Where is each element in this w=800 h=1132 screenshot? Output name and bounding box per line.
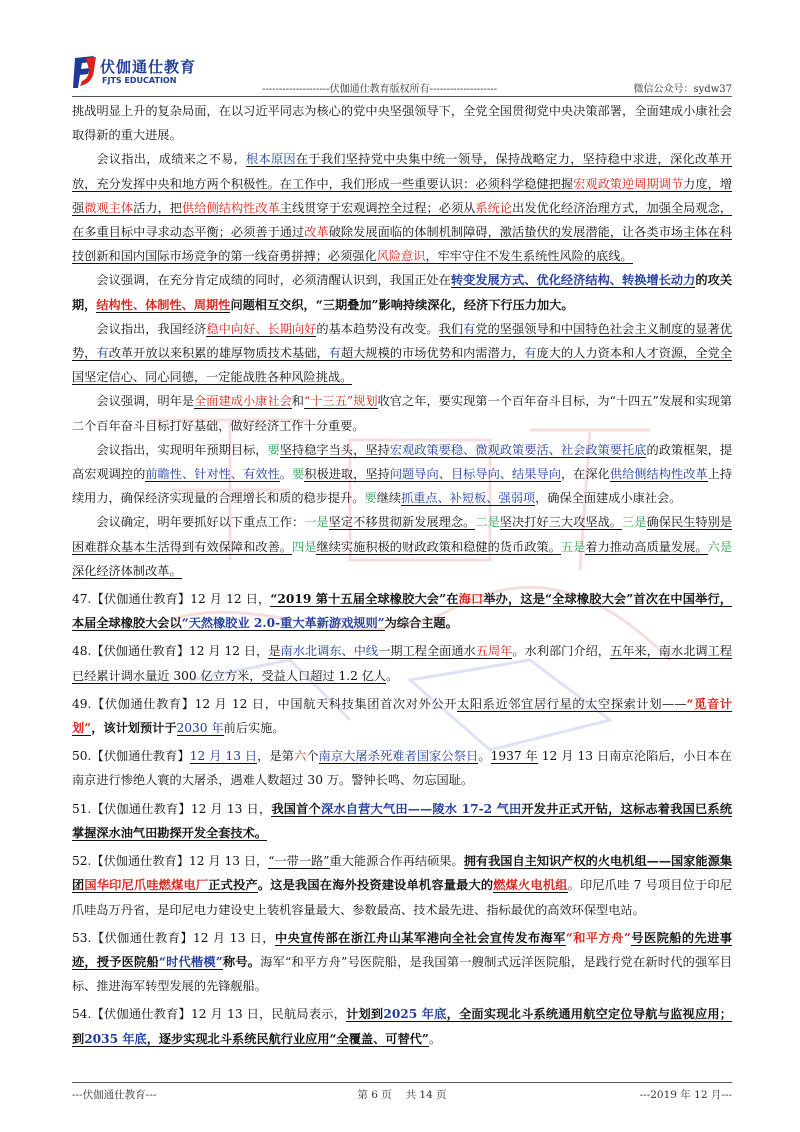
text-span: 会议确定，明年要抓好以下重点工作：	[96, 515, 305, 530]
text-span: 。	[386, 668, 399, 683]
highlight-red: 国华印尼爪哇燃煤电厂	[84, 878, 209, 893]
text-span: 出发优化经济治理方式，加强全局观念，在多重目标中寻求动态平衡；必须善于通过	[72, 200, 733, 240]
news-item-52	[72, 849, 732, 922]
text-span: 一期工程全面通水	[378, 644, 476, 659]
header-divider	[72, 96, 732, 97]
text-span: 拥有我国自主知识产权的火电机组——国家能源集团	[72, 854, 733, 893]
news-item-54	[72, 1002, 732, 1050]
highlight-red: 系统论	[475, 200, 513, 215]
text-span: 太阳系近邻宜居行星的太空探索计划——	[457, 696, 687, 711]
text-span: 和	[291, 394, 305, 409]
text-span: 会议指出，实现明年预期目标，	[96, 442, 268, 457]
news-item-51	[72, 797, 732, 845]
text-span: ，是第	[257, 749, 295, 764]
footer-date: ---2019 年 12 月---	[639, 1089, 732, 1101]
item-lead: 47.【伏伽通仕教育】12 月 12 日，	[72, 592, 271, 607]
text-span: 正式投产	[208, 878, 258, 893]
text-span: 我国首个	[271, 801, 321, 816]
highlight-green: 六是	[707, 539, 733, 554]
highlight-blue: 有	[524, 346, 537, 361]
highlight-red: 六	[294, 749, 307, 764]
highlight-blue: 南京大屠杀死难者国家公祭日	[318, 749, 479, 764]
text-span: 重大能源合作再结硕果。	[329, 854, 464, 869]
text-span: 是	[268, 644, 281, 659]
item-lead: 54.【伏伽通仕教育】12 月 13 日，民航局表示，	[72, 1007, 347, 1022]
text-span: ，确保全面建成小康社会。	[535, 491, 682, 506]
highlight-red: “十三五”规划	[304, 394, 378, 409]
text-span: 个	[306, 749, 319, 764]
text-span: 会议指出，成绩来之不易，	[96, 152, 247, 167]
text-span: 庞大的人力资本和人才资源，全党全国坚定信心、同心同德，一定能战胜各种风险挑战。	[72, 346, 733, 385]
highlight-blue: 深水自营大气田——陵水 17-2 气田	[320, 801, 522, 816]
highlight-blue: “时代楷模”	[158, 954, 223, 969]
highlight-blue: 有	[96, 346, 109, 361]
highlight-blue: 根本原因	[246, 152, 296, 167]
text-span: 继续实施积极的财政政策和稳健的货币政策。	[316, 539, 561, 554]
text-span: 12 月 13 日南京沦陷后，小日本在南京进行惨绝人寰的大屠杀，遇难人数超过 30 万。警钟长鸣、勿忘国耻。	[72, 749, 732, 788]
text-span: 坚持稳字当头，坚持	[279, 442, 390, 457]
text-span: 在于我们坚持党中央集中统一领导，保持战略定力，坚持稳中求进，深化改革开放，充分发挥中央和地方两个积极性。在工作中，我们形成一些重要认识：必须科学稳健把握	[72, 152, 733, 191]
highlight-red: 五周年	[475, 644, 513, 659]
highlight-green: 五是	[560, 539, 586, 554]
fjts-logo-icon	[72, 54, 98, 90]
highlight-green: 要	[292, 467, 305, 482]
text-span: 党的坚强领导和中国特色社会主义制度的显著优势，	[72, 321, 733, 361]
text-span: ，逐步实现北斗系统民航行业应用“全覆盖、可替代”	[146, 1031, 429, 1046]
text-span: 力度，增强	[72, 176, 733, 215]
highlight-red: 全面建成小康社会	[194, 394, 292, 409]
highlight-blue: 南水北调东、中线	[280, 644, 379, 659]
document-body	[72, 99, 732, 1051]
text-span: 超大规模的市场优势和内需潜力，	[340, 346, 525, 361]
text-span: 。	[279, 467, 293, 482]
text-span: 着力推动高质量发展。	[585, 539, 708, 554]
paragraph-meeting-2	[72, 268, 732, 316]
text-span: 。水利部门介绍，	[512, 644, 610, 659]
text-span: ，全面实现北斗系统通用航空定位导航与监视应用；到	[72, 1007, 732, 1046]
text-span: 确保民生特别是困难群众基本生活得到有效保障和改善。	[72, 515, 733, 554]
news-item-49	[72, 692, 732, 740]
text-span: 号医院船的先进事迹，授予医院船	[72, 930, 733, 969]
text-span: 。这是我国在海外投资建设单机容量最大的	[257, 878, 494, 893]
text-span: 称号。	[222, 954, 261, 969]
highlight-red: 改革	[304, 225, 329, 240]
highlight-green: 一是	[304, 515, 329, 530]
page-number: 第 6 页 共 14 页	[357, 1089, 447, 1101]
text-span: 破除发展面临的体制机制障碍，激活蛰伏的发展潜能，让各类市场主体在科技创新和国内国际市场竞争的第一线奋勇拼搏；必须强化	[72, 225, 733, 264]
highlight-red: 供给侧结构性改革	[182, 200, 280, 215]
text-span: 举办，这是“全球橡胶大会”首次在中国举行，本届全球橡胶大会以	[72, 592, 732, 631]
text-span: 积极进取，坚持	[304, 467, 390, 482]
company-logo	[72, 54, 202, 94]
text-span: “一带一路”	[268, 854, 330, 869]
text-span: 前后实施。	[223, 721, 285, 736]
item-lead: 50.【伏伽通仕教育】	[72, 749, 190, 764]
footer-brand: ---伏伽通仕教育---	[72, 1089, 157, 1101]
wechat-account: 微信公众号：sydw37	[633, 84, 732, 95]
paragraph-text: 挑战明显上升的复杂局面，在以习近平同志为核心的党中央坚强领导下，全党全国贯彻党中央决策部署，全面建成小康社会取得新的重大进展。	[72, 104, 732, 143]
text-span: “2019 第十五届全球橡胶大会”在	[270, 592, 459, 607]
text-span: 中央宣传部在浙江舟山某军港向全社会宣传发布海军	[274, 930, 566, 945]
highlight-blue: 问题导向、目标导向、结果导向	[389, 467, 561, 482]
logo-english-text: FJTS EDUCATION	[102, 76, 177, 85]
text-span: 海军“和平方舟”号医院船，是我国第一艘制式远洋医院船，是践行党在新时代的强军目标、推进海军转型发展的先锋舰船。	[72, 954, 733, 994]
text-span: 。印尼爪哇 7 号项目位于印尼爪哇岛万丹省，是印尼电力建设史上装机容量最大、参数最高、技术最先进、指标最优的高效环保型电站。	[72, 878, 733, 917]
highlight-red: “觅音计划”	[72, 696, 732, 736]
text-span: ，在深化	[560, 467, 610, 482]
highlight-blue: 供给侧结构性改革	[609, 467, 708, 482]
paragraph-meeting-6	[72, 510, 732, 583]
paragraph-intro	[72, 99, 732, 147]
text-span: 的攻关期，	[72, 273, 733, 312]
paragraph-meeting-4	[72, 389, 732, 437]
text-span: 计划到	[346, 1007, 384, 1022]
highlight-blue: 2025 年底	[383, 1007, 447, 1022]
highlight-red: 宏观政策逆周期调节	[573, 176, 684, 191]
text-span: 会议强调，在充分肯定成绩的同时，必须清醒认识到，我国正处在	[96, 273, 451, 288]
text-span: 会议指出，我国经济	[96, 321, 207, 336]
highlight-blue: “天然橡胶业 2.0-重大革新游戏规则”	[181, 616, 385, 631]
item-lead: 51.【伏伽通仕教育】12 月 13 日，	[72, 801, 272, 816]
highlight-red: 微观主体	[84, 200, 134, 215]
text-span: 继续	[376, 491, 402, 506]
text-span: 开发井正式开钻，这标志着我国已系统掌握深水油气田勘探开发全套技术。	[72, 801, 733, 840]
text-span: 我们	[438, 321, 464, 336]
text-span: ，牢牢守住不发生系统性风险的底线。	[425, 249, 633, 264]
footer-divider	[72, 1082, 732, 1083]
news-item-47	[72, 587, 732, 635]
text-span: 1937 年	[490, 749, 538, 764]
news-item-48	[72, 639, 732, 687]
text-span: 会议强调，明年是	[96, 394, 195, 409]
copyright-notice: --------------------伏伽通仕教育版权所有--------------------	[262, 84, 498, 95]
highlight-blue: 抓重点、补短板、强弱项	[401, 491, 536, 506]
page-footer	[72, 1087, 732, 1105]
highlight-green: 要	[267, 442, 280, 457]
highlight-green: 四是	[292, 539, 317, 554]
highlight-red: 燃煤火电机组	[493, 878, 568, 893]
highlight-blue: 2035 年底	[84, 1031, 147, 1046]
highlight-blue: 宏观政策要稳、微观政策要活、社会政策要托底	[389, 442, 647, 457]
text-span: 上持续用力，确保经济实现量的合理增长和质的稳步提升。	[72, 467, 733, 506]
highlight-green: 二是	[475, 515, 500, 530]
news-item-53	[72, 926, 732, 999]
highlight-red: 风险意识	[376, 249, 426, 264]
paragraph-meeting-1	[72, 147, 732, 268]
highlight-green: 要	[364, 491, 377, 506]
highlight-blue: 有	[328, 346, 341, 361]
text-span: 改革开放以来积累的雄厚物质技术基础，	[108, 346, 329, 361]
page-header	[72, 54, 732, 98]
highlight-blue: 前瞻性、针对性、有效性	[145, 467, 280, 482]
highlight-blue: 有	[463, 321, 476, 336]
text-span: 的基本趋势没有改变。	[316, 321, 439, 336]
text-span: 主线贯穿于宏观调控全过程；必须从	[279, 200, 476, 215]
text-span: 活力，把	[133, 200, 183, 215]
text-span: 问题相互交织，“三期叠加”影响持续深化，经济下行压力加大。	[230, 297, 574, 312]
highlight-red: 海口	[458, 592, 484, 607]
news-item-50	[72, 744, 732, 792]
item-lead: 49.【伏伽通仕教育】12 月 12 日，中国航天科技集团首次对外公开	[72, 696, 458, 711]
item-lead: 53.【伏伽通仕教育】12 月 13 日，	[72, 930, 275, 945]
highlight-red: 结构性、体制性、周期性	[96, 297, 231, 312]
highlight-blue: 12 月 13 日	[189, 749, 258, 764]
paragraph-meeting-3	[72, 317, 732, 390]
text-span: 收官之年，要实现第一个百年奋斗目标，为“十四五”发展和实现第二个百年奋斗目标打好基础，做好经济工作十分重要。	[72, 394, 733, 433]
text-span: 。	[478, 749, 491, 764]
text-span: 深化经济体制改革。	[72, 563, 182, 578]
logo-chinese-text: 伏伽通仕教育	[100, 58, 197, 76]
item-lead: 52.【伏伽通仕教育】12 月 13 日，	[72, 854, 269, 869]
highlight-blue: 转变发展方式、优化经济结构、转换增长动力	[450, 273, 696, 288]
text-span: 。	[428, 1031, 442, 1046]
paragraph-meeting-5	[72, 438, 732, 511]
text-span: 坚定不移贯彻新发展理念。	[328, 515, 476, 530]
highlight-blue: 2030 年	[176, 721, 224, 736]
text-span: ，该计划预计于	[91, 721, 177, 736]
highlight-red: 稳中向好、长期向好	[206, 321, 317, 336]
text-span: 坚决打好三大攻坚战。	[499, 515, 623, 530]
highlight-red: “和平方舟”	[565, 930, 631, 945]
item-lead: 48.【伏伽通仕教育】12 月 12 日，	[72, 644, 269, 659]
text-span: 五年来，南水北调工程已经累计调水量近 300 亿立方米，受益人口超过 1.2 亿人	[72, 644, 733, 683]
text-span: 为综合主题。	[384, 616, 458, 631]
text-span: 的政策框架，提高宏观调控的	[72, 442, 733, 482]
highlight-green: 三是	[622, 515, 647, 530]
